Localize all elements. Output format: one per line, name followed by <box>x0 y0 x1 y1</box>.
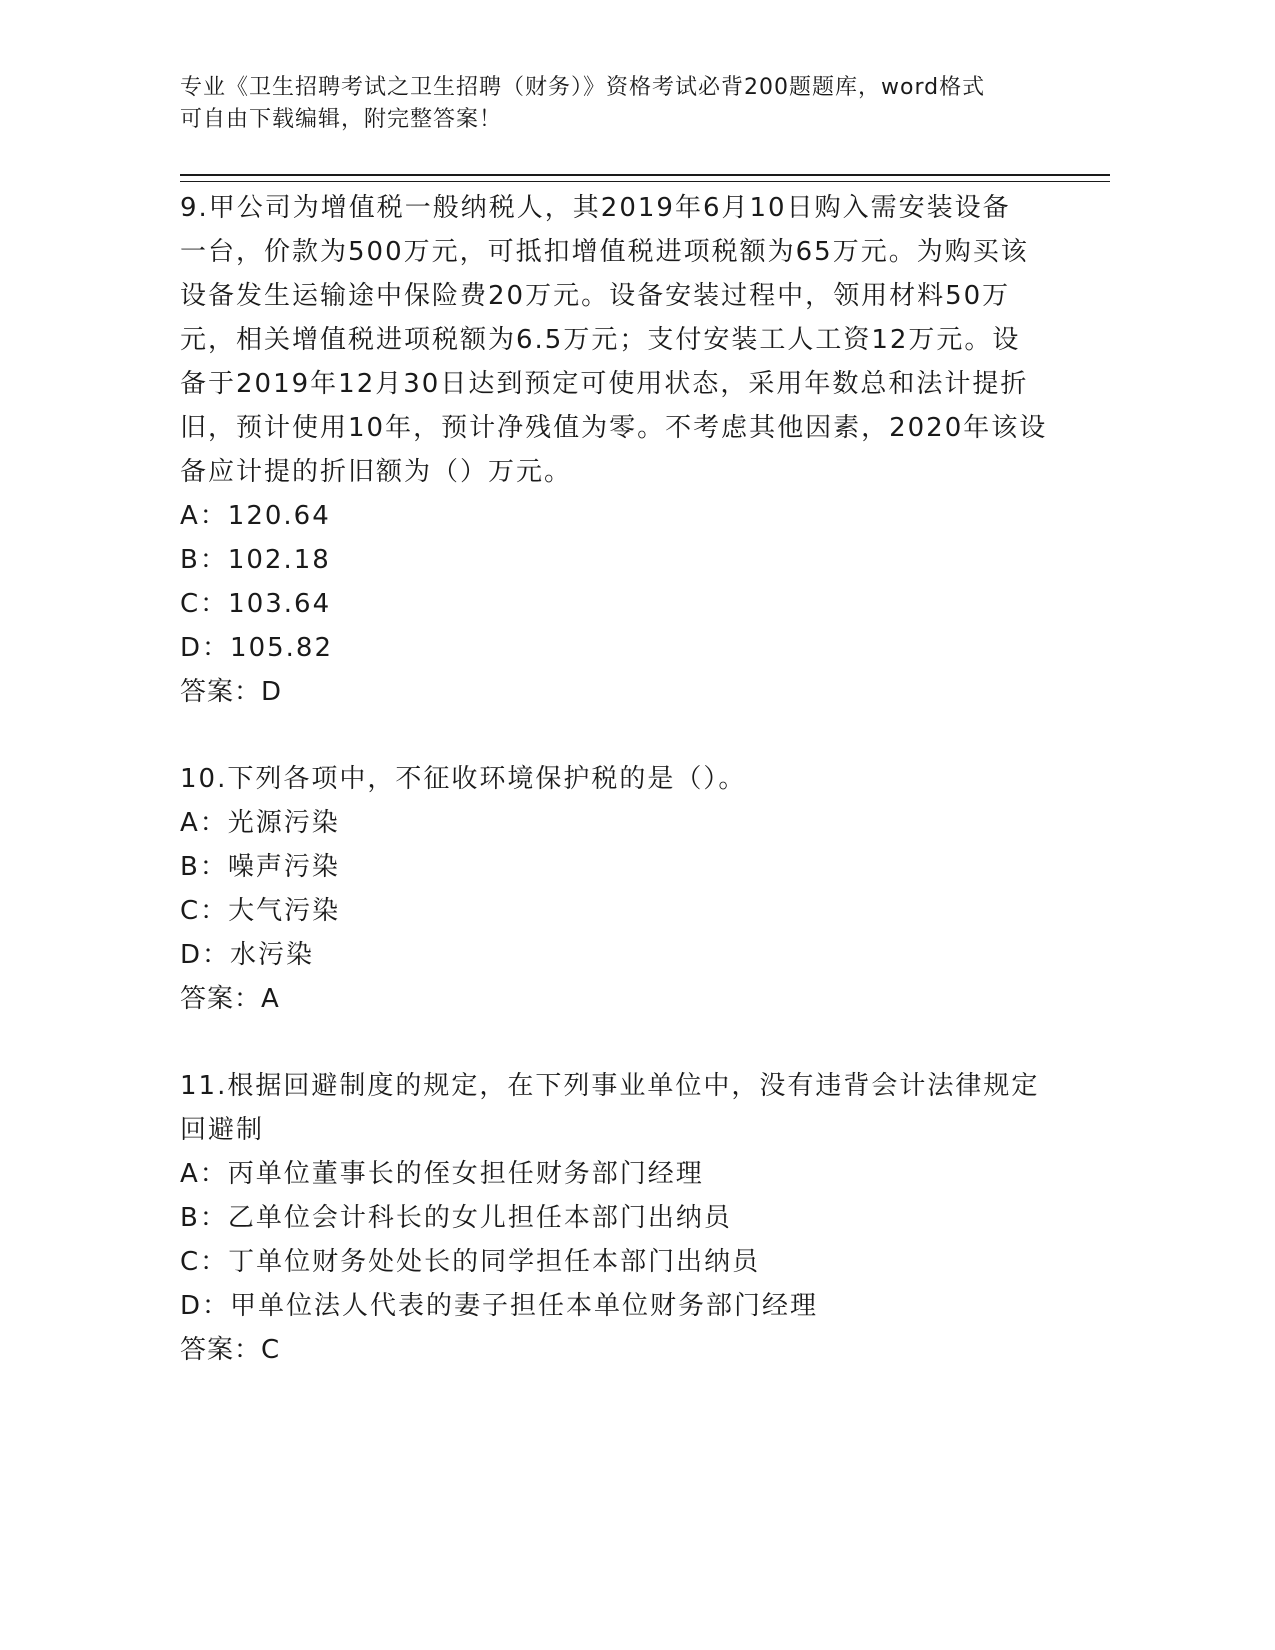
option-d: D：甲单位法人代表的妻子担任本单位财务部门经理 <box>180 1291 819 1321</box>
header-divider-thin <box>180 181 1110 182</box>
option-a: A：丙单位董事长的侄女担任财务部门经理 <box>180 1159 704 1189</box>
option-c: C：103.64 <box>180 589 332 619</box>
document-header <box>180 72 1040 136</box>
question-stem-line: 10.下列各项中，不征收环境保护税的是（）。 <box>180 764 747 794</box>
question-list <box>180 186 1060 1372</box>
header-line-1: 专业《卫生招聘考试之卫生招聘（财务）》资格考试必背200题题库，word格式 <box>180 75 986 100</box>
option-d: D：105.82 <box>180 633 333 663</box>
question-stem-line: 备应计提的折旧额为（）万元。 <box>180 457 573 487</box>
question-stem-line: 一台，价款为500万元，可抵扣增值税进项税额为65万元。为购买该 <box>180 237 1029 267</box>
question-11 <box>180 1064 1060 1372</box>
header-line-2: 可自由下载编辑，附完整答案！ <box>180 107 503 132</box>
question-stem-line: 旧，预计使用10年，预计净残值为零。不考虑其他因素，2020年该设 <box>180 413 1048 443</box>
question-stem-line: 回避制 <box>180 1115 265 1145</box>
option-c: C：丁单位财务处处长的同学担任本部门出纳员 <box>180 1247 761 1277</box>
option-b: B：102.18 <box>180 545 331 575</box>
option-b: B：乙单位会计科长的女儿担任本部门出纳员 <box>180 1203 732 1233</box>
option-a: A：120.64 <box>180 501 331 531</box>
question-stem-line: 设备发生运输途中保险费20万元。设备安装过程中，领用材料50万 <box>180 281 1011 311</box>
answer-label: 答案：A <box>180 984 280 1014</box>
question-10 <box>180 757 1060 1021</box>
option-d: D：水污染 <box>180 940 315 970</box>
question-9 <box>180 186 1060 714</box>
answer-label: 答案：C <box>180 1335 281 1365</box>
question-stem-line: 11.根据回避制度的规定，在下列事业单位中，没有违背会计法律规定 <box>180 1071 1040 1101</box>
question-stem-line: 备于2019年12月30日达到预定可使用状态，采用年数总和法计提折 <box>180 369 1029 399</box>
answer-label: 答案：D <box>180 677 283 707</box>
option-a: A：光源污染 <box>180 808 340 838</box>
question-spacer <box>180 1021 1060 1064</box>
option-b: B：噪声污染 <box>180 852 340 882</box>
question-spacer <box>180 714 1060 757</box>
question-stem-line: 元，相关增值税进项税额为6.5万元；支付安装工人工资12万元。设 <box>180 325 1021 355</box>
question-stem-line: 9.甲公司为增值税一般纳税人，其2019年6月10日购入需安装设备 <box>180 193 1011 223</box>
header-divider-thick <box>180 174 1110 176</box>
option-c: C：大气污染 <box>180 896 341 926</box>
